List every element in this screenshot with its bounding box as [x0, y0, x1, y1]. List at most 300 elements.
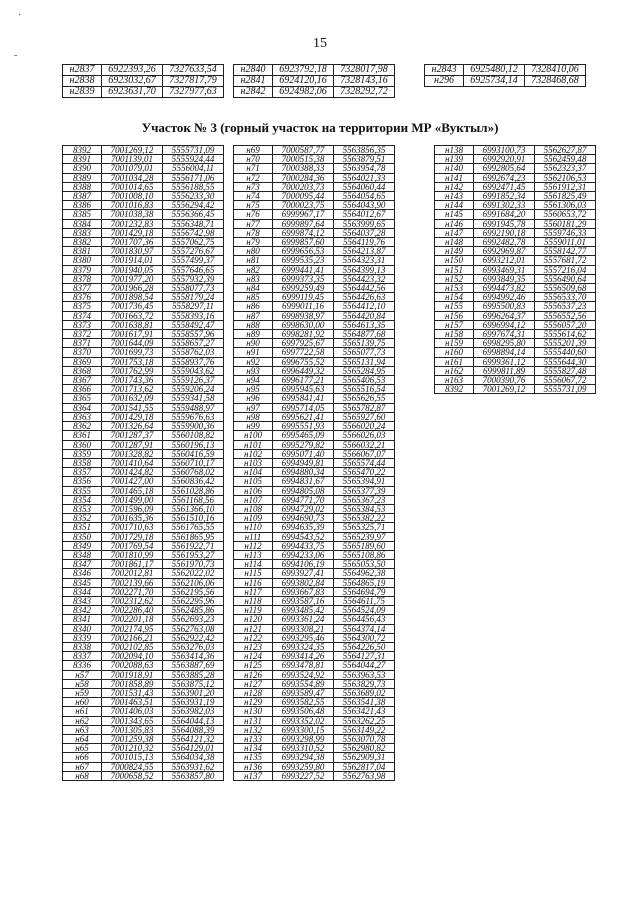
point-id-cell: 8390 [63, 164, 102, 173]
x-coordinate-cell: 7002271,70 [102, 587, 163, 596]
x-coordinate-cell: 7000515,38 [273, 155, 334, 164]
x-coordinate-cell: 7001008,10 [102, 192, 163, 201]
y-coordinate-cell: 5560196,13 [163, 440, 224, 449]
x-coordinate-cell: 6923032,67 [102, 76, 163, 87]
point-id-cell: н162 [435, 366, 474, 375]
y-coordinate-cell: 5561028,86 [163, 486, 224, 495]
table-row [63, 76, 224, 87]
point-id-cell: 8373 [63, 320, 102, 329]
table-row [435, 164, 596, 173]
point-id-cell: н86 [234, 302, 273, 311]
x-coordinate-cell: 7000587,77 [273, 146, 334, 155]
point-id-cell: н98 [234, 412, 273, 421]
x-coordinate-cell: 7001463,51 [102, 698, 163, 707]
x-coordinate-cell: 6996264,37 [474, 311, 535, 320]
y-coordinate-cell: 7327977,63 [163, 87, 224, 98]
x-coordinate-cell: 6997925,67 [273, 339, 334, 348]
y-coordinate-cell: 5563414,36 [163, 652, 224, 661]
point-id-cell: н62 [63, 716, 102, 725]
x-coordinate-cell: 7001269,12 [102, 146, 163, 155]
y-coordinate-cell: 5562106,06 [163, 578, 224, 587]
y-coordinate-cell: 5565239,97 [334, 532, 395, 541]
x-coordinate-cell: 7001531,43 [102, 688, 163, 697]
y-coordinate-cell: 5565139,75 [334, 339, 395, 348]
point-id-cell: н112 [234, 541, 273, 550]
table-row [63, 670, 224, 679]
x-coordinate-cell: 6993300,15 [273, 725, 334, 734]
point-id-cell: н58 [63, 679, 102, 688]
x-coordinate-cell: 6993295,46 [273, 633, 334, 642]
y-coordinate-cell: 5556067,72 [535, 376, 596, 385]
y-coordinate-cell: 5564412,10 [334, 302, 395, 311]
y-coordinate-cell: 5565927,60 [334, 412, 395, 421]
table-row [63, 431, 224, 440]
y-coordinate-cell: 5556188,55 [163, 182, 224, 191]
x-coordinate-cell: 6996755,52 [273, 357, 334, 366]
x-coordinate-cell: 6999967,17 [273, 210, 334, 219]
y-coordinate-cell: 5565470,22 [334, 468, 395, 477]
y-coordinate-cell: 5565108,86 [334, 550, 395, 559]
x-coordinate-cell: 6993352,02 [273, 716, 334, 725]
point-id-cell: 8383 [63, 228, 102, 237]
point-id-cell: 8355 [63, 486, 102, 495]
x-coordinate-cell: 6999535,23 [273, 256, 334, 265]
x-coordinate-cell: 6993308,21 [273, 624, 334, 633]
point-id-cell: н115 [234, 569, 273, 578]
x-coordinate-cell: 7001541,55 [102, 403, 163, 412]
coordinates-table-column-3 [434, 145, 596, 394]
table-row [63, 532, 224, 541]
x-coordinate-cell: 7000658,52 [102, 771, 163, 780]
point-id-cell: н95 [234, 385, 273, 394]
y-coordinate-cell: 5558557,96 [163, 330, 224, 339]
y-coordinate-cell: 5558179,24 [163, 293, 224, 302]
y-coordinate-cell: 5558492,47 [163, 320, 224, 329]
x-coordinate-cell: 7001232,83 [102, 219, 163, 228]
point-id-cell: н144 [435, 201, 474, 210]
point-id-cell: 8386 [63, 201, 102, 210]
point-id-cell: н133 [234, 735, 273, 744]
table-row [435, 256, 596, 265]
x-coordinate-cell: 7001966,28 [102, 284, 163, 293]
point-id-cell: н57 [63, 670, 102, 679]
point-id-cell: н78 [234, 228, 273, 237]
point-id-cell: н135 [234, 753, 273, 762]
point-id-cell: н147 [435, 228, 474, 237]
x-coordinate-cell: 6992920,91 [474, 155, 535, 164]
x-coordinate-cell: 7001914,01 [102, 256, 163, 265]
x-coordinate-cell: 7001210,32 [102, 744, 163, 753]
x-coordinate-cell: 6994106,19 [273, 560, 334, 569]
y-coordinate-cell: 5565782,87 [334, 403, 395, 412]
point-id-cell: 8359 [63, 449, 102, 458]
x-coordinate-cell: 6997722,58 [273, 348, 334, 357]
x-coordinate-cell: 6993469,31 [474, 265, 535, 274]
y-coordinate-cell: 5565384,53 [334, 504, 395, 513]
x-coordinate-cell: 6994729,02 [273, 504, 334, 513]
point-id-cell: 8348 [63, 550, 102, 559]
x-coordinate-cell: 6994771,70 [273, 495, 334, 504]
y-coordinate-cell: 5565626,55 [334, 394, 395, 403]
point-id-cell: н61 [63, 707, 102, 716]
x-coordinate-cell: 7001940,05 [102, 265, 163, 274]
y-coordinate-cell: 5563856,35 [334, 146, 395, 155]
point-id-cell: 8343 [63, 596, 102, 605]
point-id-cell: н103 [234, 458, 273, 467]
point-id-cell: н71 [234, 164, 273, 173]
y-coordinate-cell: 5564043,90 [334, 201, 395, 210]
y-coordinate-cell: 7328143,16 [334, 76, 395, 87]
point-id-cell: н139 [435, 155, 474, 164]
x-coordinate-cell: 6993582,55 [273, 698, 334, 707]
y-coordinate-cell: 5563276,03 [163, 642, 224, 651]
point-id-cell: 8372 [63, 330, 102, 339]
x-coordinate-cell: 7000095,44 [273, 192, 334, 201]
table-row [63, 762, 224, 771]
y-coordinate-cell: 5556171,06 [163, 173, 224, 182]
y-coordinate-cell: 5565325,71 [334, 523, 395, 532]
x-coordinate-cell: 7000388,33 [273, 164, 334, 173]
x-coordinate-cell: 7001663,72 [102, 311, 163, 320]
point-id-cell: н76 [234, 210, 273, 219]
y-coordinate-cell: 5564877,68 [334, 330, 395, 339]
y-coordinate-cell: 5559676,63 [163, 412, 224, 421]
table-row [234, 532, 395, 541]
y-coordinate-cell: 5566026,03 [334, 431, 395, 440]
point-id-cell: 8371 [63, 339, 102, 348]
point-id-cell: н122 [234, 633, 273, 642]
y-coordinate-cell: 5556509,68 [535, 284, 596, 293]
y-coordinate-cell: 5566032,21 [334, 440, 395, 449]
point-id-cell: н119 [234, 606, 273, 615]
x-coordinate-cell: 6993294,38 [273, 753, 334, 762]
table-row [435, 173, 596, 182]
y-coordinate-cell: 5557499,37 [163, 256, 224, 265]
table-row [63, 624, 224, 633]
table-row [63, 357, 224, 366]
y-coordinate-cell: 5560416,59 [163, 449, 224, 458]
y-coordinate-cell: 5559011,01 [535, 238, 596, 247]
point-id-cell: н296 [425, 76, 464, 87]
x-coordinate-cell: 7002012,81 [102, 569, 163, 578]
point-id-cell: 8375 [63, 302, 102, 311]
x-coordinate-cell: 6993485,42 [273, 606, 334, 615]
y-coordinate-cell: 5564088,39 [163, 725, 224, 734]
y-coordinate-cell: 5563857,80 [163, 771, 224, 780]
y-coordinate-cell: 5564694,79 [334, 587, 395, 596]
point-id-cell: н155 [435, 302, 474, 311]
y-coordinate-cell: 5559900,36 [163, 422, 224, 431]
y-coordinate-cell: 5565077,73 [334, 348, 395, 357]
point-id-cell: 8376 [63, 293, 102, 302]
y-coordinate-cell: 5564054,65 [334, 192, 395, 201]
table-row [63, 403, 224, 412]
point-id-cell: н68 [63, 771, 102, 780]
x-coordinate-cell: 7001259,38 [102, 735, 163, 744]
point-id-cell: н59 [63, 688, 102, 697]
table-row [234, 87, 395, 98]
x-coordinate-cell: 6994233,06 [273, 550, 334, 559]
x-coordinate-cell: 6996994,12 [474, 320, 535, 329]
y-coordinate-cell: 5558077,73 [163, 284, 224, 293]
point-id-cell: н120 [234, 615, 273, 624]
y-coordinate-cell: 5561510,16 [163, 514, 224, 523]
y-coordinate-cell: 5564044,27 [334, 661, 395, 670]
x-coordinate-cell: 7001710,63 [102, 523, 163, 532]
table-row [234, 256, 395, 265]
x-coordinate-cell: 6999011,16 [273, 302, 334, 311]
x-coordinate-cell: 6995279,82 [273, 440, 334, 449]
y-coordinate-cell: 5557062,75 [163, 238, 224, 247]
point-id-cell: н60 [63, 698, 102, 707]
y-coordinate-cell: 5556490,64 [535, 274, 596, 283]
x-coordinate-cell: 7001499,00 [102, 495, 163, 504]
x-coordinate-cell: 6994949,81 [273, 458, 334, 467]
table-row [435, 311, 596, 320]
point-id-cell: н100 [234, 431, 273, 440]
point-id-cell: н134 [234, 744, 273, 753]
y-coordinate-cell: 7328468,68 [525, 76, 586, 87]
x-coordinate-cell: 7001736,45 [102, 302, 163, 311]
y-coordinate-cell: 5560768,02 [163, 468, 224, 477]
table-row [63, 219, 224, 228]
y-coordinate-cell: 5563149,22 [334, 725, 395, 734]
x-coordinate-cell: 6993478,81 [273, 661, 334, 670]
x-coordinate-cell: 6993310,52 [273, 744, 334, 753]
table-row [435, 265, 596, 274]
x-coordinate-cell: 7002286,40 [102, 606, 163, 615]
y-coordinate-cell: 5556057,20 [535, 320, 596, 329]
point-id-cell: 8377 [63, 284, 102, 293]
point-id-cell: 8389 [63, 173, 102, 182]
y-coordinate-cell: 5565367,23 [334, 495, 395, 504]
table-row [63, 569, 224, 578]
corner-mark: · [18, 10, 22, 21]
x-coordinate-cell: 6991852,34 [474, 192, 535, 201]
x-coordinate-cell: 6993298,99 [273, 735, 334, 744]
point-id-cell: н123 [234, 642, 273, 651]
point-id-cell: 8369 [63, 357, 102, 366]
y-coordinate-cell: 5564374,14 [334, 624, 395, 633]
x-coordinate-cell: 6999897,64 [273, 219, 334, 228]
x-coordinate-cell: 6999874,12 [273, 228, 334, 237]
x-coordinate-cell: 6998938,97 [273, 311, 334, 320]
x-coordinate-cell: 6999373,35 [273, 274, 334, 283]
point-id-cell: н142 [435, 182, 474, 191]
point-id-cell: н64 [63, 735, 102, 744]
point-id-cell: н2841 [234, 76, 273, 87]
point-id-cell: н149 [435, 247, 474, 256]
x-coordinate-cell: 7001632,09 [102, 394, 163, 403]
point-id-cell: н94 [234, 376, 273, 385]
y-coordinate-cell: 5556004,11 [163, 164, 224, 173]
point-id-cell: 8350 [63, 532, 102, 541]
y-coordinate-cell: 5555731,09 [535, 385, 596, 394]
point-id-cell: н156 [435, 311, 474, 320]
y-coordinate-cell: 5556537,23 [535, 302, 596, 311]
table-row [234, 219, 395, 228]
x-coordinate-cell: 6999656,53 [273, 247, 334, 256]
y-coordinate-cell: 5557932,39 [163, 274, 224, 283]
x-coordinate-cell: 6993212,01 [474, 256, 535, 265]
table-row [234, 670, 395, 679]
point-id-cell: н105 [234, 477, 273, 486]
y-coordinate-cell: 5559043,62 [163, 366, 224, 375]
point-id-cell: 8341 [63, 615, 102, 624]
y-coordinate-cell: 5561306,03 [535, 201, 596, 210]
point-id-cell: н88 [234, 320, 273, 329]
point-id-cell: 8374 [63, 311, 102, 320]
table-row [63, 661, 224, 670]
point-id-cell: 8381 [63, 247, 102, 256]
table-row [63, 440, 224, 449]
point-id-cell: н2839 [63, 87, 102, 98]
y-coordinate-cell: 5564127,31 [334, 652, 395, 661]
x-coordinate-cell: 6999441,41 [273, 265, 334, 274]
point-id-cell: н83 [234, 274, 273, 283]
table-row [63, 210, 224, 219]
x-coordinate-cell: 6996177,21 [273, 376, 334, 385]
y-coordinate-cell: 5564524,09 [334, 606, 395, 615]
table-row [234, 394, 395, 403]
y-coordinate-cell: 5563885,28 [163, 670, 224, 679]
point-id-cell: н146 [435, 219, 474, 228]
x-coordinate-cell: 6994473,82 [474, 284, 535, 293]
y-coordinate-cell: 5563999,65 [334, 219, 395, 228]
y-coordinate-cell: 5563887,69 [163, 661, 224, 670]
x-coordinate-cell: 7001014,65 [102, 182, 163, 191]
y-coordinate-cell: 5559126,37 [163, 376, 224, 385]
table-row [63, 394, 224, 403]
x-coordinate-cell: 6995465,09 [273, 431, 334, 440]
y-coordinate-cell: 5565394,91 [334, 477, 395, 486]
point-id-cell: н114 [234, 560, 273, 569]
point-id-cell: н63 [63, 725, 102, 734]
table-row [63, 302, 224, 311]
point-id-cell: 8336 [63, 661, 102, 670]
point-id-cell: н79 [234, 238, 273, 247]
y-coordinate-cell: 5561970,73 [163, 560, 224, 569]
point-id-cell: н89 [234, 330, 273, 339]
x-coordinate-cell: 7002201,18 [102, 615, 163, 624]
y-coordinate-cell: 5565377,39 [334, 486, 395, 495]
point-id-cell: н75 [234, 201, 273, 210]
point-id-cell: н67 [63, 762, 102, 771]
x-coordinate-cell: 6995551,93 [273, 422, 334, 431]
x-coordinate-cell: 6993667,83 [273, 587, 334, 596]
table-row [63, 173, 224, 182]
y-coordinate-cell: 5562763,08 [163, 624, 224, 633]
point-id-cell: н87 [234, 311, 273, 320]
x-coordinate-cell: 6998630,00 [273, 320, 334, 329]
y-coordinate-cell: 5558393,16 [163, 311, 224, 320]
table-row [63, 486, 224, 495]
point-id-cell: н97 [234, 403, 273, 412]
point-id-cell: 8385 [63, 210, 102, 219]
y-coordinate-cell: 5564611,75 [334, 596, 395, 605]
y-coordinate-cell: 5564420,84 [334, 311, 395, 320]
point-id-cell: н124 [234, 652, 273, 661]
table-row [425, 65, 586, 76]
y-coordinate-cell: 5564021,33 [334, 173, 395, 182]
x-coordinate-cell: 6924982,06 [273, 87, 334, 98]
point-id-cell: н160 [435, 348, 474, 357]
table-row [234, 440, 395, 449]
x-coordinate-cell: 7002166,21 [102, 633, 163, 642]
y-coordinate-cell: 5562323,37 [535, 164, 596, 173]
x-coordinate-cell: 6993802,84 [273, 578, 334, 587]
point-id-cell: н153 [435, 284, 474, 293]
point-id-cell: 8364 [63, 403, 102, 412]
table-row [234, 615, 395, 624]
x-coordinate-cell: 7001015,13 [102, 753, 163, 762]
point-id-cell: н145 [435, 210, 474, 219]
x-coordinate-cell: 7002088,63 [102, 661, 163, 670]
y-coordinate-cell: 5556348,71 [163, 219, 224, 228]
x-coordinate-cell: 7001429,18 [102, 412, 163, 421]
y-coordinate-cell: 5564226,50 [334, 642, 395, 651]
table-row [234, 707, 395, 716]
x-coordinate-cell: 7001858,89 [102, 679, 163, 688]
point-id-cell: н118 [234, 596, 273, 605]
coordinates-table-top-2 [233, 64, 395, 98]
table-row [435, 210, 596, 219]
y-coordinate-cell: 5563421,43 [334, 707, 395, 716]
y-coordinate-cell: 5555644,30 [535, 357, 596, 366]
point-id-cell: 8344 [63, 587, 102, 596]
y-coordinate-cell: 5566020,24 [334, 422, 395, 431]
x-coordinate-cell: 6993554,89 [273, 679, 334, 688]
y-coordinate-cell: 5562980,82 [334, 744, 395, 753]
point-id-cell: н108 [234, 504, 273, 513]
point-id-cell: н127 [234, 679, 273, 688]
x-coordinate-cell: 6923792,18 [273, 65, 334, 76]
x-coordinate-cell: 6994690,73 [273, 514, 334, 523]
table-row [234, 210, 395, 219]
table-row [435, 302, 596, 311]
y-coordinate-cell: 5560181,29 [535, 219, 596, 228]
x-coordinate-cell: 6925480,12 [464, 65, 525, 76]
y-coordinate-cell: 5557646,65 [163, 265, 224, 274]
y-coordinate-cell: 5563689,02 [334, 688, 395, 697]
y-coordinate-cell: 5562106,53 [535, 173, 596, 182]
y-coordinate-cell: 5561168,56 [163, 495, 224, 504]
x-coordinate-cell: 6998894,14 [474, 348, 535, 357]
y-coordinate-cell: 5564119,76 [334, 238, 395, 247]
y-coordinate-cell: 5559341,58 [163, 394, 224, 403]
table-row [234, 753, 395, 762]
table-row [425, 76, 586, 87]
x-coordinate-cell: 7001427,00 [102, 477, 163, 486]
coordinates-table-top-1 [62, 64, 224, 98]
x-coordinate-cell: 7001016,83 [102, 201, 163, 210]
point-id-cell: н140 [435, 164, 474, 173]
table-row [234, 661, 395, 670]
y-coordinate-cell: 5560653,72 [535, 210, 596, 219]
y-coordinate-cell: 5559488,97 [163, 403, 224, 412]
table-row [234, 486, 395, 495]
x-coordinate-cell: 6995621,41 [273, 412, 334, 421]
table-row [63, 65, 224, 76]
point-id-cell: 8345 [63, 578, 102, 587]
point-id-cell: н128 [234, 688, 273, 697]
table-row [435, 219, 596, 228]
point-id-cell: 8338 [63, 642, 102, 651]
x-coordinate-cell: 6923631,70 [102, 87, 163, 98]
y-coordinate-cell: 5559746,33 [535, 228, 596, 237]
table-row [63, 87, 224, 98]
table-row [63, 523, 224, 532]
